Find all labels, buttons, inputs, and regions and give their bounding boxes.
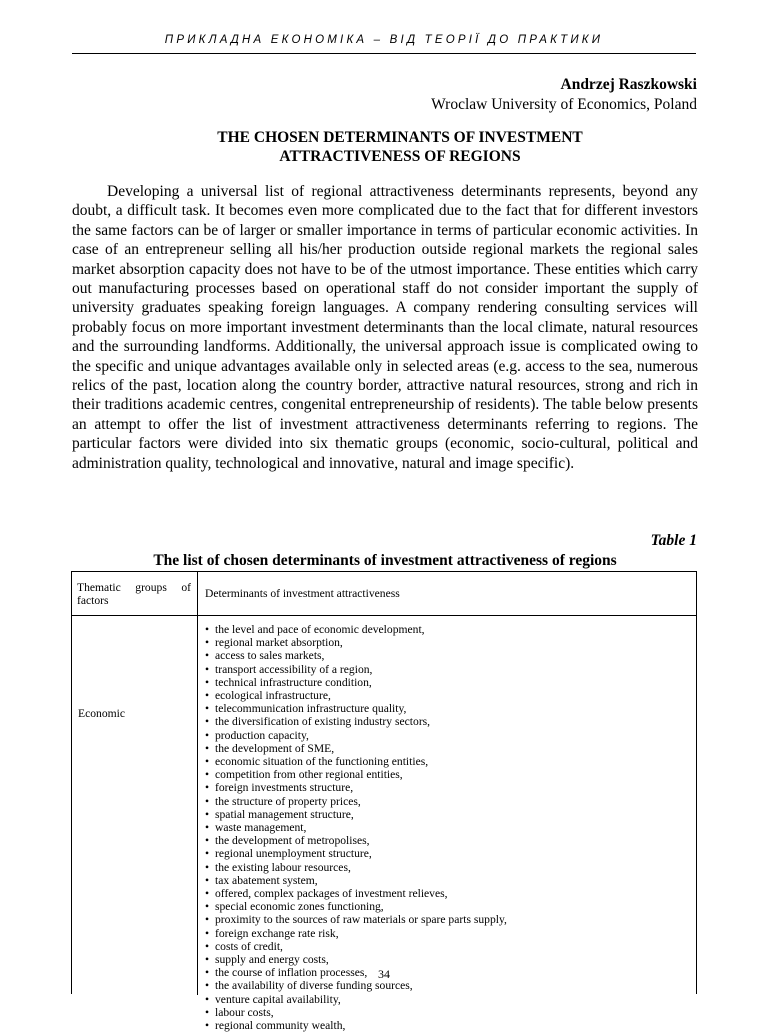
determinant-item: • foreign investments structure, (205, 781, 507, 794)
determinant-item: • spatial management structure, (205, 808, 507, 821)
determinant-item: • the structure of property prices, (205, 795, 507, 808)
header-determinants: Determinants of investment attractiveness (205, 587, 400, 600)
determinant-item: • special economic zones functioning, (205, 900, 507, 913)
page-number: 34 (378, 967, 390, 981)
determinant-item: • regional community wealth, (205, 1019, 507, 1032)
determinant-item: • the level and pace of economic development, (205, 623, 507, 636)
determinant-item: • competition from other regional entities, (205, 768, 507, 781)
paper-title (205, 128, 595, 166)
determinant-item: • labour costs, (205, 1006, 507, 1019)
determinant-item: • the development of metropolises, (205, 834, 507, 847)
determinant-item: • offered, complex packages of investment relieves, (205, 887, 507, 900)
determinant-item: • economic situation of the functioning entities, (205, 755, 507, 768)
author-affiliation: Wroclaw University of Economics, Poland (431, 96, 697, 113)
determinant-item: • technical infrastructure condition, (205, 676, 507, 689)
determinant-item: • the availability of diverse funding sources, (205, 979, 507, 992)
determinant-item: • regional unemployment structure, (205, 847, 507, 860)
determinant-item: • production capacity, (205, 729, 507, 742)
determinant-item: • access to sales markets, (205, 649, 507, 662)
determinant-item: • venture capital availability, (205, 993, 507, 1006)
group-economic: Economic (78, 707, 126, 720)
determinant-item: • the diversification of existing industry sectors, (205, 715, 507, 728)
header-rule (72, 53, 696, 54)
determinant-item: • ecological infrastructure, (205, 689, 507, 702)
title-line: THE CHOSEN DETERMINANTS OF INVESTMENT (217, 129, 583, 146)
table-number: Table 1 (650, 532, 697, 549)
determinant-item: • supply and energy costs, (205, 953, 507, 966)
author-name: Andrzej Raszkowski (560, 76, 697, 93)
determinant-item: • transport accessibility of a region, (205, 663, 507, 676)
table-header-row (72, 572, 696, 616)
determinant-item: • foreign exchange rate risk, (205, 927, 507, 940)
title-line: ATTRACTIVENESS OF REGIONS (279, 148, 521, 165)
determinant-item: • costs of credit, (205, 940, 507, 953)
determinant-item: • waste management, (205, 821, 507, 834)
determinant-item: • telecommunication infrastructure quality, (205, 702, 507, 715)
header-thematic-groups: Thematic groups of factors (77, 581, 191, 607)
determinant-item: • proximity to the sources of raw materials or spare parts supply, (205, 913, 507, 926)
running-header: ПРИКЛАДНА ЕКОНОМІКА – ВІД ТЕОРІЇ ДО ПРАКТИКИ (164, 34, 604, 46)
determinants-table (71, 571, 697, 1032)
abstract-paragraph: Developing a universal list of regional attractiveness determinants represents, beyond any doubt, a difficult task. It becomes even more complicated due to the fact that for different investors the same factors can be of larger or smaller importance in terms of particular economic activities. In case of an entrepreneur selling all his/her production outside regional markets the regional sales market absorption capacity does not have to be of the utmost importance. These entities which carry out manufacturing processes based on operational staff do not consider important the supply of university graduates speaking foreign languages. A company rendering consulting services will probably focus on more important investment determinants than the local climate, natural resources and the surrounding landforms. Additionally, the universal approach issue is complicated owing to the specific and unique advantages available only in selected areas (e.g. access to the sea, numerous relics of the past, location along the country border, attractive natural resources, strong and rich in their traditions academic centres, congenital entrepreneurship of residents). The table below presents an attempt to offer the list of investment attractiveness determinants referring to regions. The particular factors were divided into six thematic groups (economic, socio-cultural, political and administration quality, technological and innovative, natural and image specific). (72, 183, 698, 472)
determinant-item: • the existing labour resources, (205, 861, 507, 874)
table-caption: The list of chosen determinants of investment attractiveness of regions (153, 552, 617, 569)
determinant-item: • regional market absorption, (205, 636, 507, 649)
determinant-item: • the development of SME, (205, 742, 507, 755)
author-block (431, 75, 697, 115)
determinant-item: • the course of inflation processes, (205, 966, 507, 979)
determinant-item: • tax abatement system, (205, 874, 507, 887)
column-divider (197, 572, 198, 995)
